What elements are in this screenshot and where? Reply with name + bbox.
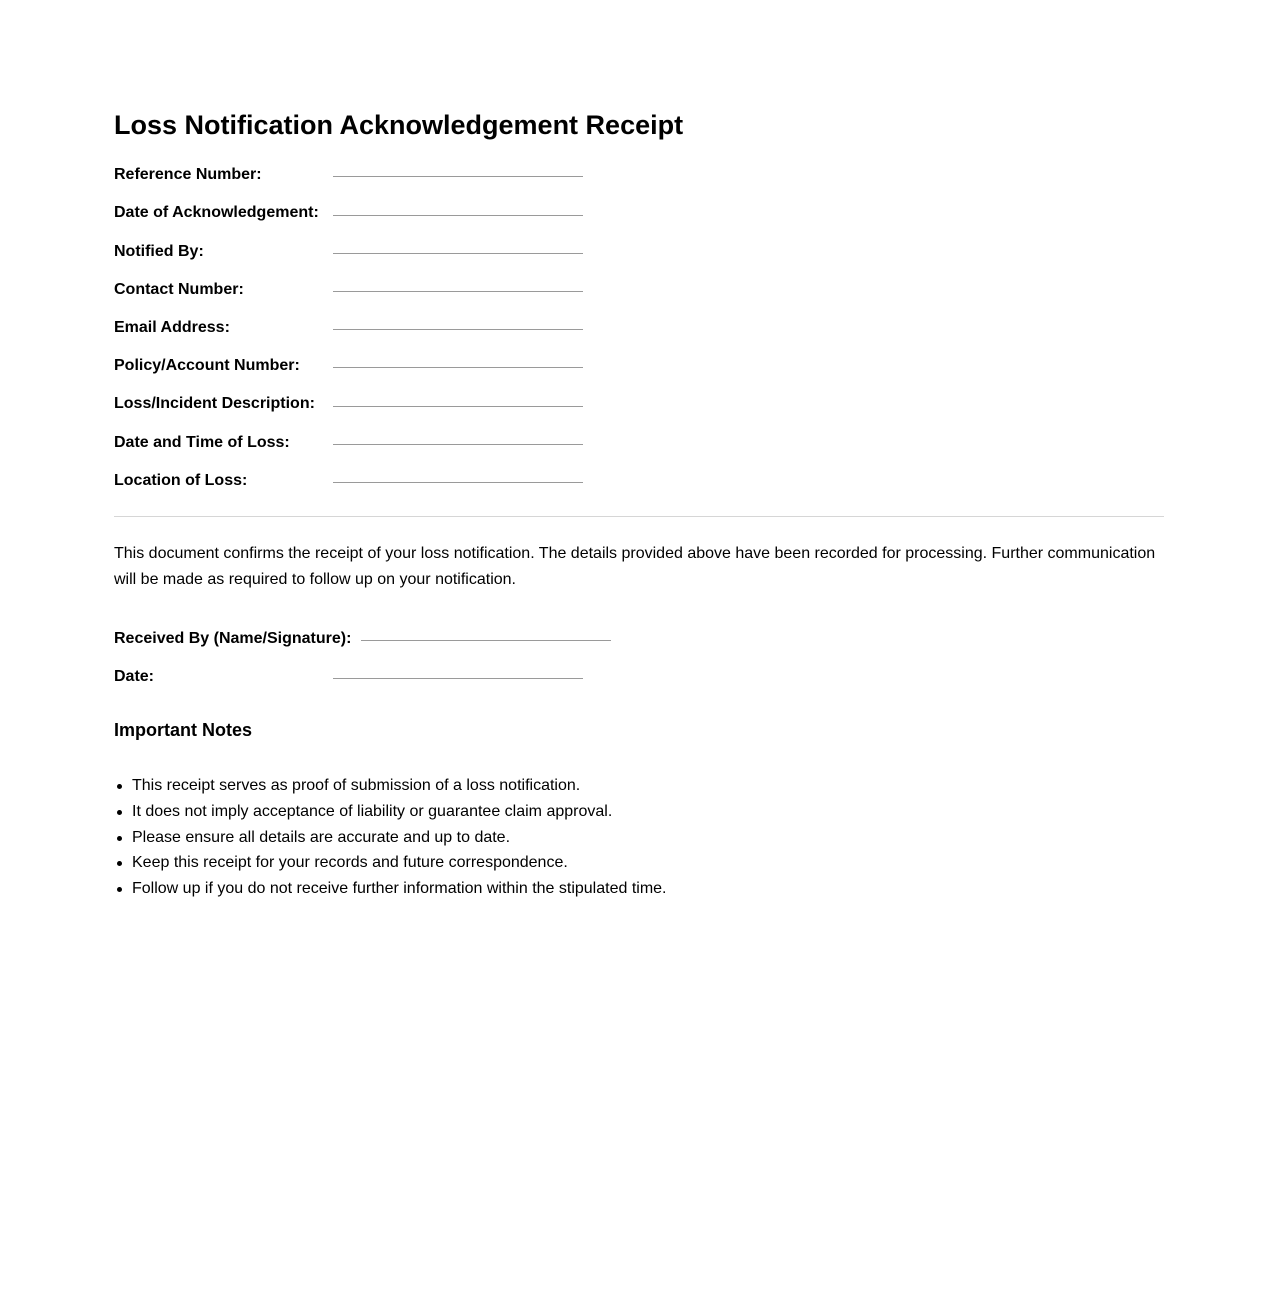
field-policy-account-number [114, 356, 614, 386]
list-item [114, 773, 667, 799]
field-label: Received By (Name/Signature): [114, 630, 352, 647]
bullet-icon [117, 861, 122, 866]
section-divider [114, 516, 1164, 517]
field-label: Email Address: [114, 319, 230, 336]
bullet-icon [117, 836, 122, 841]
field-label: Date and Time of Loss: [114, 434, 290, 451]
field-input-line[interactable] [333, 406, 583, 407]
bullet-icon [117, 810, 122, 815]
field-contact-number [114, 280, 614, 310]
field-notified-by [114, 242, 614, 272]
field-receipt-date [114, 667, 614, 697]
field-input-line[interactable] [333, 329, 583, 330]
field-input-line[interactable] [333, 176, 583, 177]
field-label: Reference Number: [114, 166, 262, 183]
field-email-address [114, 318, 614, 348]
field-label: Date: [114, 668, 155, 685]
field-input-line[interactable] [333, 253, 583, 254]
field-label: Policy/Account Number: [114, 357, 300, 374]
note-text: This receipt serves as proof of submission of a loss notification. [132, 777, 581, 794]
field-date-of-acknowledgement [114, 203, 614, 233]
signature-input-line[interactable] [361, 640, 611, 641]
important-notes-heading: Important Notes [114, 720, 253, 740]
field-input-line[interactable] [333, 482, 583, 483]
field-input-line[interactable] [333, 215, 583, 216]
list-item [114, 825, 667, 851]
list-item [114, 876, 667, 902]
note-text: Please ensure all details are accurate and up to date. [132, 828, 511, 846]
note-text: It does not imply acceptance of liability or guarantee claim approval. [132, 802, 613, 820]
list-item [114, 850, 667, 876]
bullet-icon [117, 784, 122, 789]
field-label: Contact Number: [114, 281, 244, 298]
date-input-line[interactable] [333, 678, 583, 679]
field-label: Location of Loss: [114, 472, 248, 489]
document-title: Loss Notification Acknowledgement Receipt [114, 110, 684, 140]
confirmation-paragraph: This document confirms the receipt of your loss notification. The details provided above have been recorded for processing. Further communication will be made as required to follow up on your notification. [114, 545, 1156, 588]
list-item [114, 799, 667, 825]
bullet-icon [117, 887, 122, 892]
field-received-by [114, 629, 634, 659]
field-label: Date of Acknowledgement: [114, 204, 319, 221]
field-reference-number [114, 165, 614, 195]
field-label: Loss/Incident Description: [114, 395, 315, 412]
field-input-line[interactable] [333, 444, 583, 445]
note-text: Follow up if you do not receive further information within the stipulated time. [132, 880, 667, 898]
field-date-and-time-of-loss [114, 433, 614, 463]
field-input-line[interactable] [333, 291, 583, 292]
field-loss-incident-description [114, 394, 614, 424]
note-text: Keep this receipt for your records and future correspondence. [132, 854, 568, 872]
field-location-of-loss [114, 471, 614, 501]
field-input-line[interactable] [333, 367, 583, 368]
important-notes-list [114, 773, 667, 902]
field-label: Notified By: [114, 243, 204, 260]
